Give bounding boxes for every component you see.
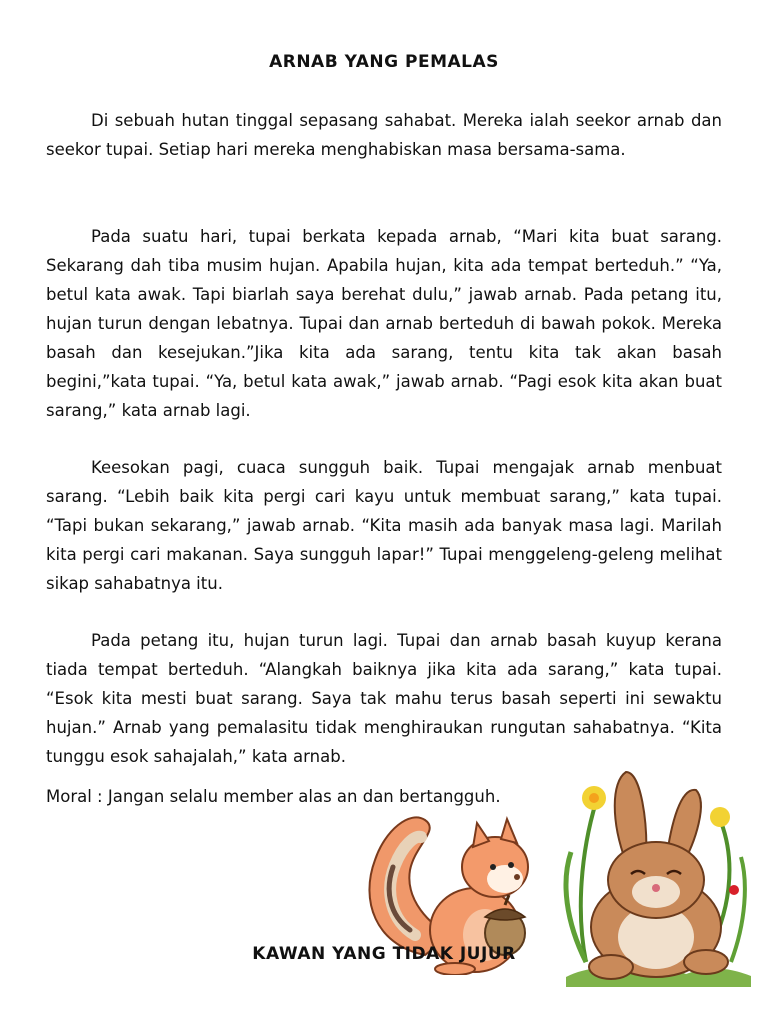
- paragraph-2: Pada suatu hari, tupai berkata kepada arnab, “Mari kita buat sarang. Sekarang dah tiba musim hujan. Apabila hujan, kita ada tempat berteduh.” “Ya, betul kata awak. Tapi biarlah saya berehat dulu,” jawab arnab. Pada petang itu, hujan turun dengan lebatnya. Tupai dan arnab berteduh di bawah pokok. Mereka basah dan kesejukan.”Jika kita ada sarang, tentu kita tak akan basah begini,”kata tupai. “Ya, betul kata awak,” jawab arnab. “Pagi esok kita akan buat sarang,” kata arnab lagi.: [46, 227, 722, 420]
- paragraph-3: Keesokan pagi, cuaca sungguh baik. Tupai mengajak arnab menbuat sarang. “Lebih baik kita pergi cari kayu untuk membuat sarang,” kata tupai. “Tapi bukan sekarang,” jawab arnab. “Kita masih ada banyak masa lagi. Marilah kita pergi cari makanan. Saya sungguh lapar!” Tupai menggeleng-geleng melihat sikap sahabatnya itu.: [46, 458, 722, 593]
- story-title: ARNAB YANG PEMALAS: [269, 52, 499, 72]
- moral-line: Moral : Jangan selalu member alas an dan bertangguh.: [46, 787, 501, 806]
- next-story-title: KAWAN YANG TIDAK JUJUR: [252, 944, 516, 964]
- paragraph-4: Pada petang itu, hujan turun lagi. Tupai dan arnab basah kuyup kerana tiada tempat berteduh. “Alangkah baiknya jika kita ada sarang,” kata tupai. “Esok kita mesti buat sarang. Saya tak mahu terus basah seperti ini sewaktu hujan.” Arnab yang pemalasitu tidak menghiraukan rungutan sahabatnya. “Kita tunggu esok sahajalah,” kata arnab.: [46, 631, 722, 766]
- paragraph-1: Di sebuah hutan tinggal sepasang sahabat. Mereka ialah seekor arnab dan seekor tupai. Setiap hari mereka menghabiskan masa bersama-sama.: [46, 111, 722, 159]
